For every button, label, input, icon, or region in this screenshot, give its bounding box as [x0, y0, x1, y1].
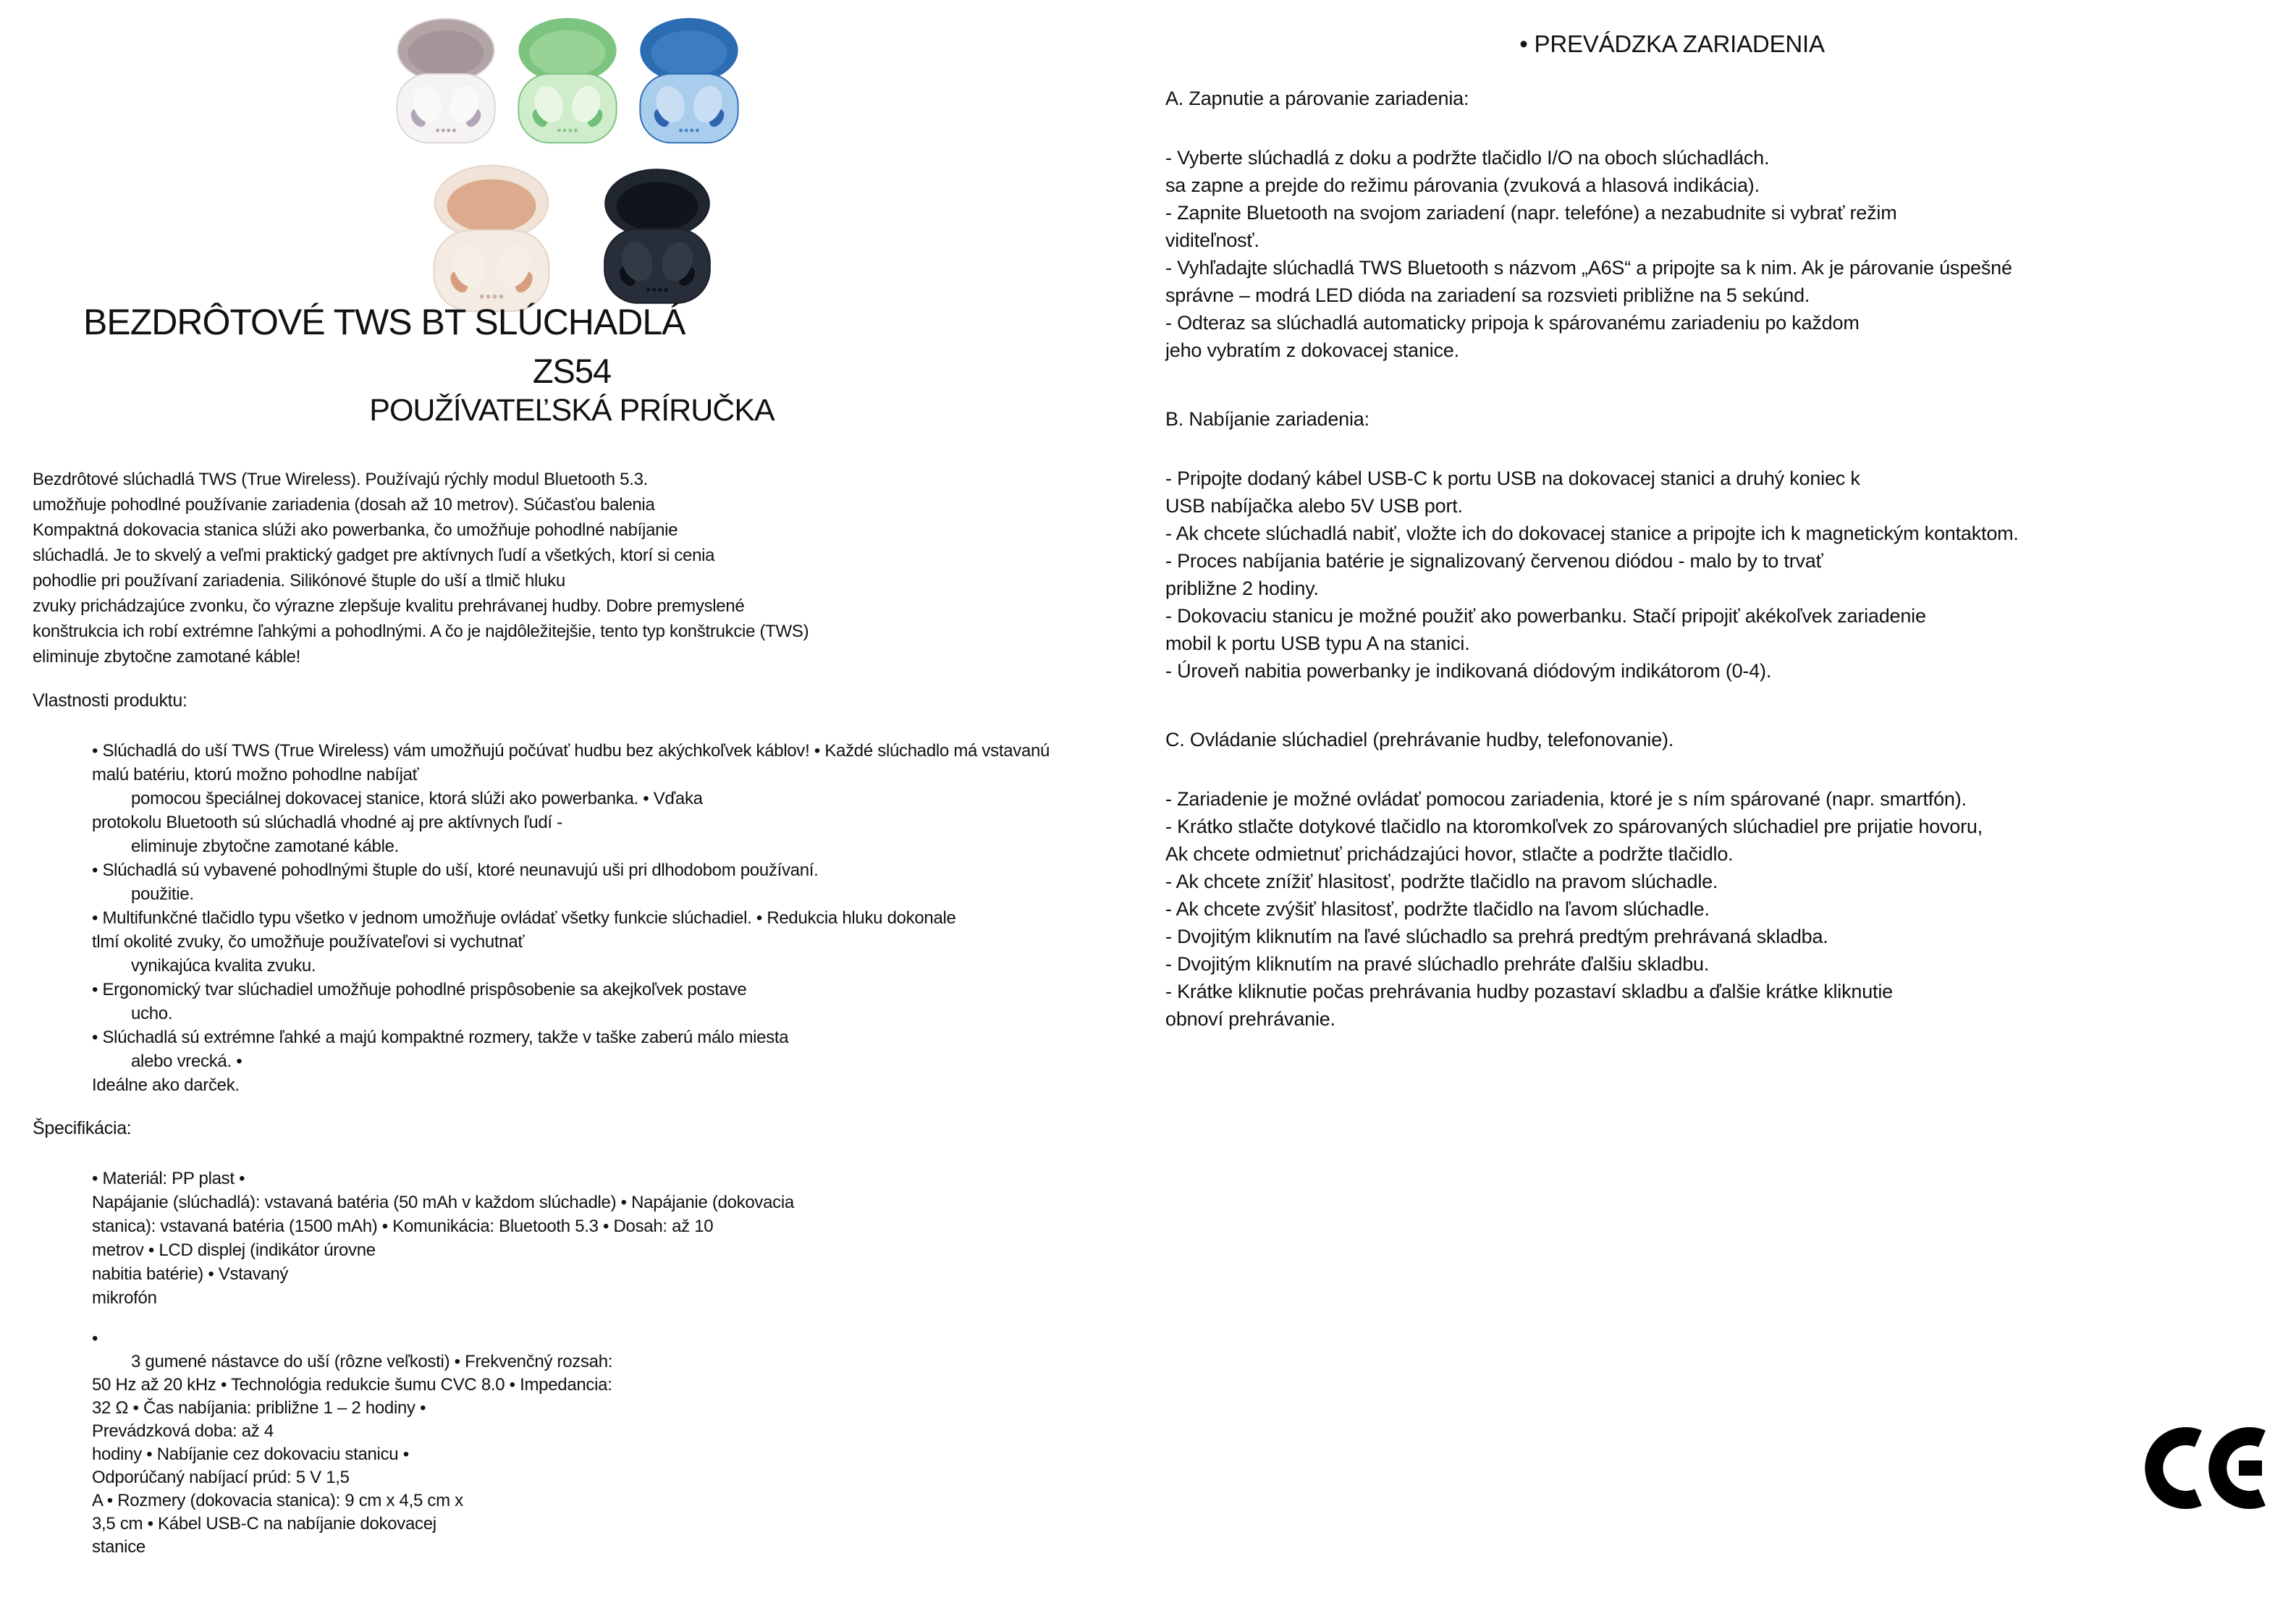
text-line: - Dvojitým kliknutím na pravé slúchadlo prehráte ďalšiu skladbu.	[1165, 953, 1710, 975]
case-base	[604, 229, 710, 303]
ce-letter-e-bar	[2239, 1460, 2262, 1476]
text-line: - Krátko stlačte dotykové tlačidlo na ktoromkoľvek zo spárovaných slúchadiel pre prijatie hovoru,	[1165, 816, 1983, 837]
text-line: nabitia batérie) • Vstavaný	[92, 1264, 289, 1284]
text-line: viditeľnosť.	[1165, 229, 1259, 251]
text-line: približne 2 hodiny.	[1165, 578, 1319, 599]
text-line: metrov • LCD displej (indikátor úrovne	[92, 1240, 376, 1260]
text-line: 3 gumené nástavce do uší (rôzne veľkosti) • Frekvenčný rozsah:	[131, 1352, 613, 1371]
operation-heading: • PREVÁDZKA ZARIADENIA	[1519, 30, 1825, 57]
text-line: pohodlie pri používaní zariadenia. Silikónové štuple do uší a tlmič hluku	[33, 571, 565, 591]
text-line: slúchadlá. Je to skvelý a veľmi praktický gadget pre aktívnych ľudí a všetkých, ktorí si cenia	[33, 546, 715, 565]
case-base	[640, 74, 738, 143]
intro-paragraph	[33, 467, 1118, 669]
text-line: ucho.	[131, 1004, 173, 1023]
text-line: - Vyhľadajte slúchadlá TWS Bluetooth s názvom „A6S“ a pripojte sa k nim. Ak je párovanie úspešné	[1165, 257, 2012, 279]
text-line: - Pripojte dodaný kábel USB-C k portu USB na dokovacej stanici a druhý koniec k	[1165, 468, 1860, 489]
text-line: • Multifunkčné tlačidlo typu všetko v jednom umožňuje ovládať všetky funkcie slúchadiel. • Redukcia hluku dokonale	[92, 908, 956, 928]
ce-mark	[2144, 1423, 2268, 1514]
text-line: eliminuje zbytočne zamotané káble.	[131, 837, 400, 856]
text-line: umožňuje pohodlné používanie zariadenia (dosah až 10 metrov). Súčasťou balenia	[33, 495, 655, 515]
text-line: Kompaktná dokovacia stanica slúži ako powerbanka, čo umožňuje pohodlné nabíjanie	[33, 520, 678, 540]
specs-list-continued	[33, 1327, 1118, 1559]
text-line: - Dvojitým kliknutím na ľavé slúchadlo sa prehrá predtým prehrávaná skladba.	[1165, 926, 1828, 947]
text-line: - Proces nabíjania batérie je signalizovaný červenou diódou - malo by to trvať	[1165, 550, 1823, 572]
case-lid-interior	[530, 30, 606, 76]
case-base	[518, 74, 616, 143]
features-list	[33, 739, 1118, 1097]
text-line: malú batériu, ktorú možno pohodlne nabíjať	[92, 765, 419, 784]
text-line: Napájanie (slúchadlá): vstavaná batéria (50 mAh v každom slúchadle) • Napájanie (dokovacia	[92, 1193, 794, 1212]
left-column	[33, 467, 1118, 1559]
section-b-heading: B. Nabíjanie zariadenia:	[1165, 408, 1369, 430]
text-line: Ak chcete odmietnuť prichádzajúci hovor, stlačte a podržte tlačidlo.	[1165, 843, 1734, 865]
text-line: - Odteraz sa slúchadlá automaticky pripoja k spárovanému zariadeniu po každom	[1165, 312, 1860, 334]
section-b-body	[1165, 465, 2179, 685]
text-line: mikrofón	[92, 1288, 157, 1308]
text-line: • Ergonomický tvar slúchadiel umožňuje pohodlné prispôsobenie sa akejkoľvek postave	[92, 980, 747, 999]
section-a-body	[1165, 144, 2179, 364]
text-line: mobil k portu USB typu A na stanici.	[1165, 633, 1470, 654]
section-charging	[1165, 406, 2179, 685]
text-line: eliminuje zbytočne zamotané káble!	[33, 647, 301, 667]
section-c-body	[1165, 785, 2179, 1033]
text-line: 32 Ω • Čas nabíjania: približne 1 – 2 hodiny •	[92, 1398, 426, 1418]
right-column	[1165, 28, 2179, 1033]
case-lid-interior	[651, 30, 727, 76]
text-line: hodiny • Nabíjanie cez dokovaciu stanicu •	[92, 1445, 409, 1464]
text-line: obnoví prehrávanie.	[1165, 1008, 1335, 1030]
product-photo-blue-case	[630, 10, 748, 153]
text-line: - Ak chcete slúchadlá nabiť, vložte ich do dokovacej stanice a pripojte ich k magnetickým kontaktom.	[1165, 523, 2019, 544]
product-photo-black-case	[592, 165, 722, 310]
product-photos-row1	[387, 10, 748, 153]
text-line: - Úroveň nabitia powerbanky je indikovaná diódovým indikátorom (0-4).	[1165, 660, 1772, 682]
product-photo-grey-case	[387, 10, 505, 153]
case-lid-interior	[408, 30, 484, 76]
text-line: - Zariadenie je možné ovládať pomocou zariadenia, ktoré je s ním spárované (napr. smartfón).	[1165, 788, 1967, 810]
text-line: konštrukcia ich robí extrémne ľahkými a pohodlnými. A čo je najdôležitejšie, tento typ konštrukcie (TWS)	[33, 622, 809, 641]
text-line: alebo vrecká. •	[131, 1052, 242, 1071]
text-line: Bezdrôtové slúchadlá TWS (True Wireless). Používajú rýchly modul Bluetooth 5.3.	[33, 470, 649, 489]
section-a-heading: A. Zapnutie a párovanie zariadenia:	[1165, 88, 1469, 109]
text-line: - Ak chcete zvýšiť hlasitosť, podržte tlačidlo na ľavom slúchadle.	[1165, 898, 1710, 920]
text-line: sa zapne a prejde do režimu párovania (zvuková a hlasová indikácia).	[1165, 174, 1760, 196]
text-line: protokolu Bluetooth sú slúchadlá vhodné aj pre aktívnych ľudí -	[92, 813, 562, 832]
text-line: - Krátke kliknutie počas prehrávania hudby pozastaví skladbu a ďalšie krátke kliknutie	[1165, 981, 1893, 1002]
features-heading: Vlastnosti produktu:	[33, 690, 187, 711]
text-line: A • Rozmery (dokovacia stanica): 9 cm x 4,5 cm x	[92, 1491, 463, 1510]
ce-letter-c	[2154, 1437, 2198, 1500]
text-line: • Materiál: PP plast •	[92, 1169, 245, 1188]
product-photo-green-case	[509, 10, 626, 153]
specs-list	[33, 1167, 1118, 1310]
text-line: jeho vybratím z dokovacej stanice.	[1165, 339, 1459, 361]
text-line: vynikajúca kvalita zvuku.	[131, 956, 316, 976]
section-power-pairing	[1165, 85, 2179, 364]
section-c-heading: C. Ovládanie slúchadiel (prehrávanie hudby, telefonovanie).	[1165, 729, 1674, 750]
text-line: - Dokovaciu stanicu je možné použiť ako powerbanku. Stačí pripojiť akékoľvek zariadenie	[1165, 605, 1926, 627]
text-line: • Slúchadlá sú vybavené pohodlnými štuple do uší, ktoré neunavujú uši pri dlhodobom používaní.	[92, 860, 819, 880]
manual-subtitle: POUŽÍVATEĽSKÁ PRÍRUČKA	[369, 393, 775, 428]
case-lid-interior	[447, 179, 536, 233]
text-line: správne – modrá LED dióda na zariadení sa rozsvieti približne na 5 sekúnd.	[1165, 284, 1810, 306]
case-lid-interior	[617, 182, 698, 232]
text-line: Ideálne ako darček.	[92, 1075, 240, 1095]
text-line: • Slúchadlá sú extrémne ľahké a majú kompaktné rozmery, takže v taške zaberú málo miesta	[92, 1028, 789, 1047]
text-line: USB nabíjačka alebo 5V USB port.	[1165, 495, 1463, 517]
case-base	[434, 230, 549, 311]
text-line: - Vyberte slúchadlá z doku a podržte tlačidlo I/O na oboch slúchadlách.	[1165, 147, 1770, 169]
text-line: tlmí okolité zvuky, čo umožňuje používateľovi si vychutnať	[92, 932, 525, 952]
text-line: •	[92, 1329, 98, 1348]
text-line: • Slúchadlá do uší TWS (True Wireless) vám umožňujú počúvať hudbu bez akýchkoľvek káblov! • Každé slúchadlo má vstavanú	[92, 741, 1050, 761]
text-line: stanica): vstavaná batéria (1500 mAh) • Komunikácia: Bluetooth 5.3 • Dosah: až 10	[92, 1217, 714, 1236]
model-number: ZS54	[532, 352, 612, 390]
text-line: zvuky prichádzajúce zvonku, čo výrazne zlepšuje kvalitu prehrávanej hudby. Dobre premyslené	[33, 596, 745, 616]
product-photo-pink-case	[418, 161, 565, 318]
section-controls	[1165, 727, 2179, 1033]
text-line: - Zapnite Bluetooth na svojom zariadení (napr. telefóne) a nezabudnite si vybrať režim	[1165, 202, 1897, 224]
text-line: použitie.	[131, 884, 194, 904]
text-line: pomocou špeciálnej dokovacej stanice, ktorá slúži ako powerbanka. • Vďaka	[131, 789, 703, 808]
text-line: Prevádzková doba: až 4	[92, 1421, 274, 1441]
specs-heading: Špecifikácia:	[33, 1118, 132, 1138]
text-line: - Ak chcete znížiť hlasitosť, podržte tlačidlo na pravom slúchadle.	[1165, 871, 1718, 892]
text-line: stanice	[92, 1537, 145, 1557]
page-title: BEZDRÔTOVÉ TWS BT SLÚCHADLÁ	[83, 302, 685, 342]
case-base	[397, 74, 494, 143]
text-line: 50 Hz až 20 kHz • Technológia redukcie šumu CVC 8.0 • Impedancia:	[92, 1375, 612, 1395]
text-line: 3,5 cm • Kábel USB-C na nabíjanie dokovacej	[92, 1514, 436, 1534]
text-line: Odporúčaný nabíjací prúd: 5 V 1,5	[92, 1468, 350, 1487]
